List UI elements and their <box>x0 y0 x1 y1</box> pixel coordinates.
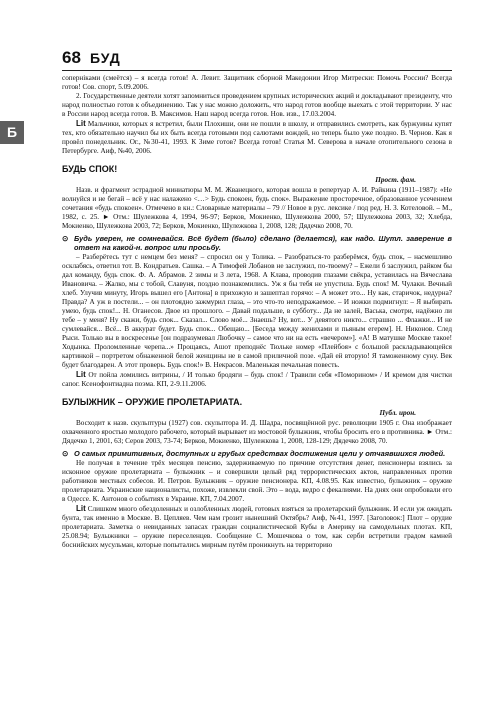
literary-quote <box>62 119 452 156</box>
paragraph: 2. Государственные деятели хотят запомниться проведением крупных исторических акций и докладывают президенту, что народ полностью готов к объединению. Так у нас можно доложить, что народ готов вообще выехать с этой территории. У нас в России народ всегда готов. В. Максимов. Наш народ всегда готов. Нов. изв., 17.03.2004. <box>62 92 452 118</box>
literary-marker-icon: Lit <box>76 504 86 513</box>
letter-thumb-tab: Б <box>0 121 24 144</box>
definition-note <box>62 234 452 252</box>
definition-text: О самых примитивных, доступных и грубых средствах достижения цели у отчаявшихся людей. <box>74 449 446 458</box>
entry-title: БУДЬ СПОК! <box>62 164 118 174</box>
paragraph: Назв. и фрагмент эстрадной миниатюры М. М. Жванецкого, которая вошла в репертуар А. И. Райкина (1911–1987): «Не волнуйся и не бегай – всё у нас налажено <…> Будь спокоен, будь спок». Выражение просторечное, образованное усечением сочетания «будь спокоен». Отмечено в кн.: Словарные материалы – 79 // Новое в рус. лексике / под ред. Н. З. Котеловой. – М., 1982, с. 25. ► Отм.: Шулежкова 4, 1994, 96-97; Берков, Мокиенко, Шулежкова 2000, 57; Шулежкова 2003, 32; Хлебда, Мокиенко, Шулежкова 2003, 72; Берков, Мокиенко, Шулежкова 1, 2008, 128; Дядечко 2008, 70. <box>62 186 452 230</box>
paragraph: – Разберётесь тут с немцем без меня? – спросил он у Толика. – Разобраться-то разберёмся, будь спок, – насмешливо осклабясь, ответил тот. В. Кондратьев. Сашка. – А Тимофей Лобанов не заслужил, по-твоему? – Ежели б заслужил, райком бы дал команду, будь спок. Ф. А. Абрамов. 2 зимы и 3 лета, 1968. А Клава, проводив глазами свёкра, уставилась на Вячеслава Ивановича. – Жалко, мы с тобой, Славуня, поздно познакомились. Уж я бы тебя не упустила. Будь спок! М. Чулаки. Вечный хлеб. Улучив минуту, Игорь вышел его [Антона] в прихожую и зашептал горячо: – А может это... Ну как, старичок, недурна? Правда? А уж в постели... – он плотоядно зажмурил глаза, – это что-то неподражаемое. – И ножки подмигнул: – Я выбирать умею, будь спок!... Н. Оганесов. Двое из прошлого. – Давай подальше, в субботу... Да не залей, Васька, смотри, надёжно ли тебе – у меня? Ну скажи, будь спок... Сказал... Слово моё... Знаешь? Ну, вот... У девятого никто... страшно ... Флажки... И не сумлевайся... Всё... В аккурат будет. Будь спок... Обещаю... [Беседа между женихами и пьяным егерем]. Н. Никонов. След Рыси. Только вы в воскресенье [он подразумевал Любочку – самое что ни на есть «вечером»]. «А! В матушке Москве такое! Ходынка. Проломленные черепа...» Прощаясь, Ашот преподнёс Тюльке номер «Плейбоя» с большой раскладывающейся картинкой – портретом обнаженной белой женщины не в самой приличной позе. «Дай ей вторую! Я таможенному суну. Век будет благодарен. А этот проверь. Будь спок!» В. Некрасов. Маленькая печальная повесть. <box>62 253 452 369</box>
paragraph: Не получая в течение трёх месяцев пенсию, задерживаемую по причине отсутствия денег, пенсионеры взялись за исконное оружие пролетариата – булыжник – и совершили целый ряд террористических актов, направленных против работников местных собесов. И. Петров. Булыжник – оружие пенсионера. КП, 4.08.95. Как известно, булыжник – оружие пролетариата. Украинские националисты, похоже, извлекли свой. Это – вода, ведро с фекалиями. На днях они опробовали его в Одессе. К. Антонов о событиях в Украине. КП, 7.04.2007. <box>62 459 452 503</box>
literary-quote <box>62 370 452 389</box>
paragraph: сопернiками (смеётся) – я всегда готов! А. Левит. Защитник сборной Македонии Игор Митрески: Помочь России? Всегда готов! Сов. спорт, 5.09.2006. <box>62 74 452 91</box>
page-number: 68 <box>62 48 81 67</box>
paragraph-text: Мальчики, которых я встретил, были Плохиши, они не пошли в школу, и отправились смотреть, как буржуины купят тех, кто обязательно научил бы их быть всегда готовыми под салютами вождей, но теперь было уже поздно. В. Чернов. Как я провёл понедельник. Ог., №30-41, 1993. К Зиме готов? Всегда готов! Статья М. Северова в начале отопительного сезона в Петербурге. Аиф, №40, 2006. <box>62 120 453 155</box>
literary-marker-icon: Lit <box>76 370 86 379</box>
literary-marker-icon: Lit <box>76 119 86 128</box>
entry-title: БУЛЫЖНИК – ОРУЖИЕ ПРОЛЕТАРИАТА. <box>62 397 243 407</box>
header-rule <box>62 70 452 71</box>
paragraph-text: Слишком много обездоленных и озлобленных людей, готовых взяться за пролетарский булыжник. И если уж ожидать бунта, так именно в Москве. В. Цепляев. Чем нам грозит нынешний Октябрь? Аиф, №41, 1997. [Заголовок:] Плот – орудие пролетариата. Заметка о невиданных запасах граждан социалистической Кубы в Америку на самодельных плотах. КП, 25.08.94; Булыжники – оружие переселенцев. Сообщение С. Мошечкова о том, как серби встретили градом камней боснийских мусульман, которые попытались мирным путём проникнуть на территорию <box>62 505 453 549</box>
running-header: БУД <box>90 50 121 66</box>
paragraph-text: От пойла ломились витрины, / И только бродяги – будь спок! / Травили себя «Поморином» / И кремом для чистки сапог. Ксенофонтиадна поэма. КП, 2-9.11.2006. <box>62 371 453 388</box>
bullet-icon: ⊙ <box>62 449 69 458</box>
paragraph: Восходит к назв. скульптуры (1927) сов. скульптора И. Д. Шадра, посвящённой рус. революции 1905 г. Она изображает охваченного яростью молодого рабочего, который вырывает из мостовой булыжник, чтобы бросить его в противника. ► Отм.: Дядечко 1, 2001, 63; Серов 2003, 73-74; Берков, Мокиенко, Шулежкова 1, 2008, 128-129; Дядечко 2008, 70. <box>62 419 452 445</box>
bullet-icon: ⊙ <box>62 234 69 243</box>
definition-note <box>62 449 452 458</box>
style-label: Публ. ирон. <box>379 409 416 417</box>
definition-text: Будь уверен, не сомневайся. Всё будет (было) сделано (делается), как надо. Шутл. заверение в ответ на какой-н. вопрос или просьбу. <box>74 234 452 252</box>
page-content <box>62 74 452 550</box>
style-label: Прост. фам. <box>375 176 416 184</box>
literary-quote <box>62 504 452 550</box>
